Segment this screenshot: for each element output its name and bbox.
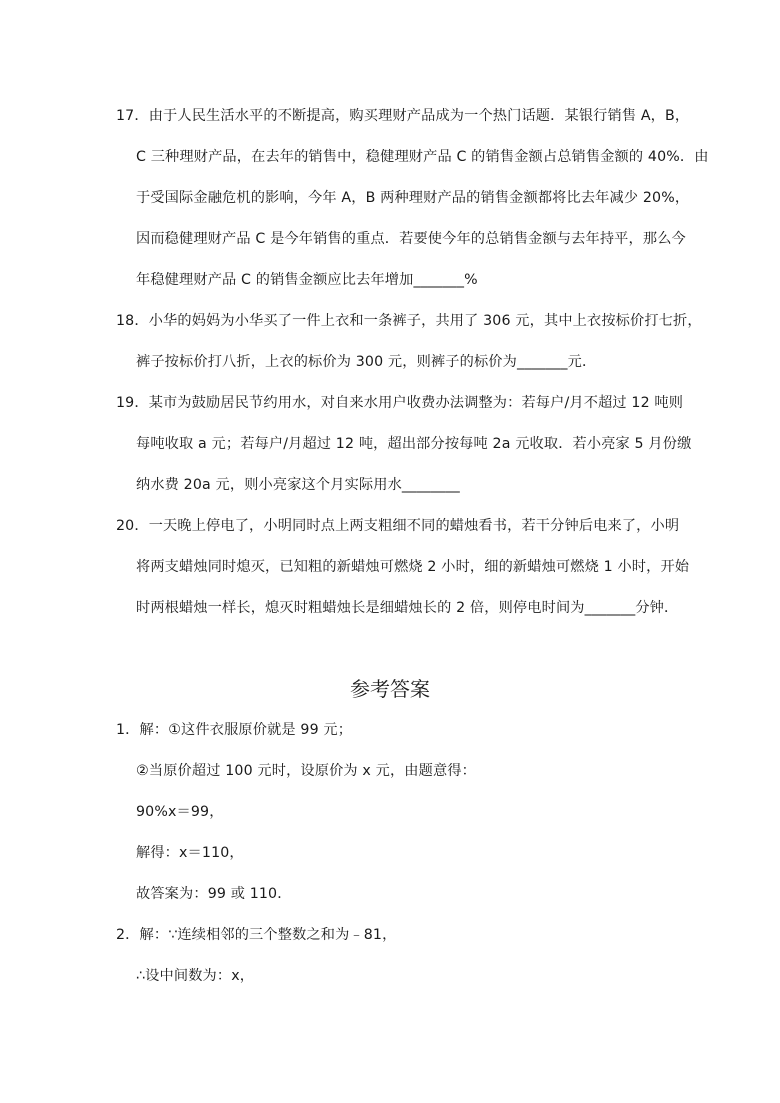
problem-17-line-2: C 三种理财产品，在去年的销售中，稳健理财产品 C 的销售金额占总销售金额的 40%．由 <box>136 149 709 165</box>
answer-1-line-5: 故答案为：99 或 110． <box>136 886 292 902</box>
problem-20-line-2: 将两支蜡烛同时熄灭，已知粗的新蜡烛可燃烧 2 小时，细的新蜡烛可燃烧 1 小时，开始 <box>136 559 690 575</box>
answer-1-line-1: 1．解：①这件衣服原价就是 99 元； <box>116 722 353 738</box>
problem-17-line-4: 因而稳健理财产品 C 是今年销售的重点．若要使今年的总销售金额与去年持平，那么今 <box>136 231 686 247</box>
problem-18-line-1: 18．小华的妈妈为小华买了一件上衣和一条裤子，共用了 306 元，其中上衣按标价打七折， <box>116 313 702 329</box>
problem-17-line-5: 年稳健理财产品 C 的销售金额应比去年增加_______% <box>136 272 478 288</box>
answer-2-line-1: 2．解：∵连续相邻的三个整数之和为﹣81， <box>116 927 397 943</box>
problem-18-line-2: 裤子按标价打八折，上衣的标价为 300 元，则裤子的标价为_______元． <box>136 354 597 370</box>
problem-20-line-1: 20．一天晚上停电了，小明同时点上两支粗细不同的蜡烛看书，若干分钟后电来了，小明 <box>116 518 680 534</box>
problem-17-line-3: 于受国际金融危机的影响，今年 A，B 两种理财产品的销售金额都将比去年减少 20%， <box>136 190 690 206</box>
answer-2-line-2: ∴设中间数为：x， <box>136 968 255 984</box>
answers-heading: 参考答案 <box>350 677 430 701</box>
problem-17-line-1: 17．由于人民生活水平的不断提高，购买理财产品成为一个热门话题．某银行销售 A，B， <box>116 108 690 124</box>
problem-19-line-2: 每吨收取 a 元；若每户/月超过 12 吨，超出部分按每吨 2a 元收取．若小亮家 5 月份缴 <box>136 436 692 452</box>
answer-1-line-3: 90%x＝99， <box>136 804 224 820</box>
problem-19-line-3: 纳水费 20a 元，则小亮家这个月实际用水________ <box>136 477 460 493</box>
problem-20-line-3: 时两根蜡烛一样长，熄灭时粗蜡烛长是细蜡烛长的 2 倍，则停电时间为_______分钟． <box>136 600 679 616</box>
problem-19-line-1: 19．某市为鼓励居民节约用水，对自来水用户收费办法调整为：若每户/月不超过 12 吨则 <box>116 395 684 411</box>
answer-1-line-4: 解得：x＝110， <box>136 845 244 861</box>
answer-1-line-2: ②当原价超过 100 元时，设原价为 x 元，由题意得： <box>136 763 476 779</box>
